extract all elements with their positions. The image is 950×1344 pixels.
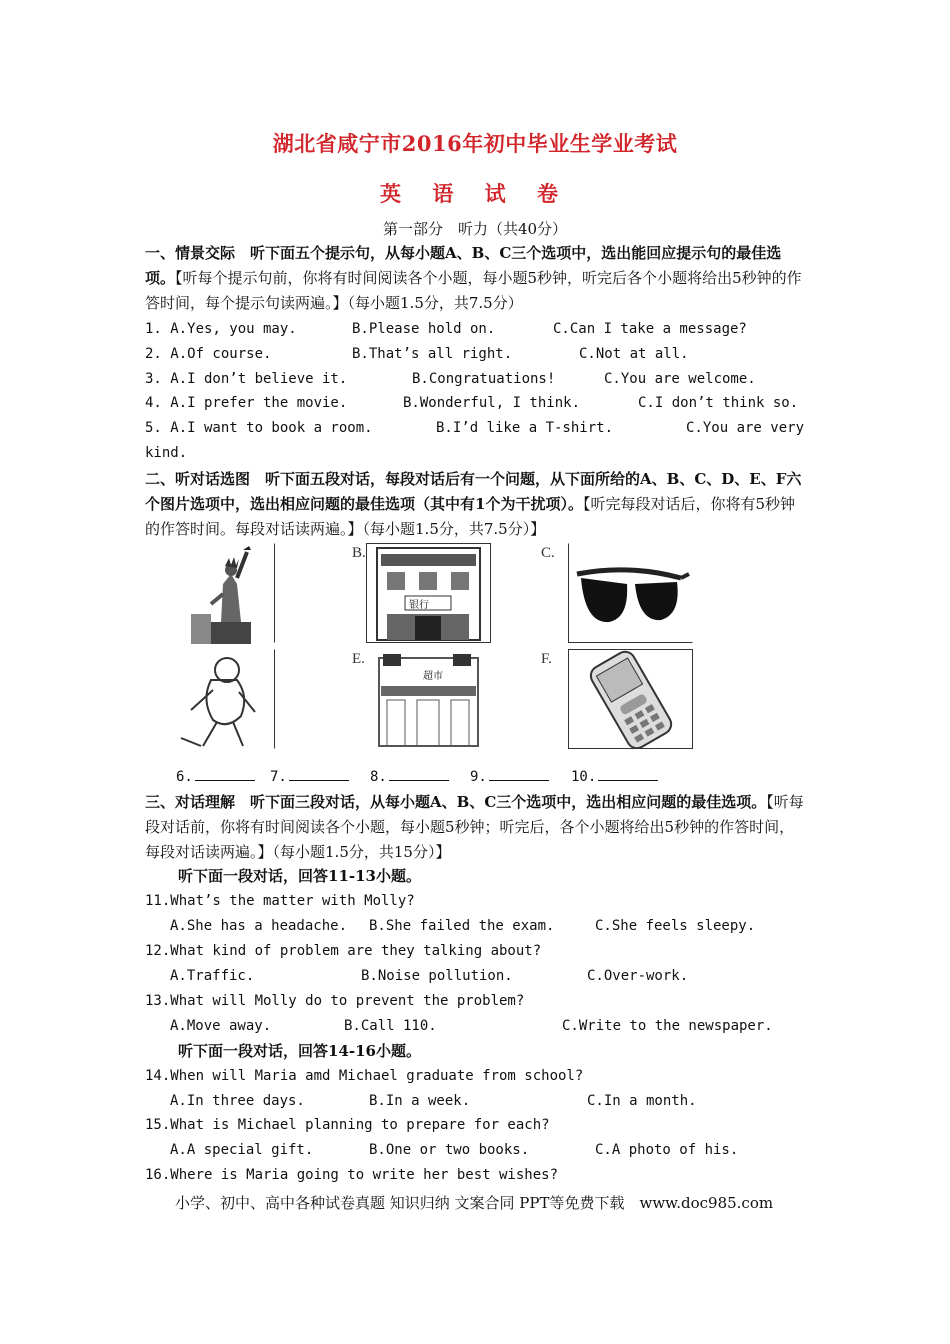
question-12: 12.What kind of problem are they talking about? <box>145 943 542 959</box>
mobile-phone-picture <box>568 649 693 749</box>
q15-option-a: A.A special gift. <box>170 1142 314 1158</box>
picture-label-f: F. <box>541 651 552 667</box>
q12-option-c: C.Over-work. <box>587 968 689 984</box>
supermarket-icon <box>367 650 490 748</box>
q5-option-c: C.You are very <box>686 420 805 436</box>
q13-option-c: C.Write to the newspaper. <box>562 1018 773 1034</box>
q3-option-c: C.You are welcome. <box>604 371 756 387</box>
section1-heading: 一、情景交际 听下面五个提示句，从每小题A、B、C三个选项中，选出能回应提示句的最佳选项。 <box>145 244 782 287</box>
q12-option-b: B.Noise pollution. <box>361 968 513 984</box>
q5-option-a: 5. A.I want to book a room. <box>145 420 373 436</box>
phone-icon <box>569 650 692 748</box>
picture-label-e: E. <box>352 651 365 667</box>
statue-icon <box>151 544 276 644</box>
bank-building-picture <box>366 543 491 643</box>
q2-option-a: 2. A.Of course. <box>145 346 272 362</box>
subsection-14-16: 听下面一段对话，回答14-16小题。 <box>178 1042 421 1060</box>
question-15: 15.What is Michael planning to prepare for each? <box>145 1117 550 1133</box>
answer-blank-8[interactable]: 8. <box>370 766 449 785</box>
q2-option-b: B.That’s all right. <box>352 346 513 362</box>
answer-blank-10[interactable]: 10. <box>571 766 658 785</box>
picture-label-b: B. <box>352 545 366 561</box>
q4-option-a: 4. A.I prefer the movie. <box>145 395 348 411</box>
sunglasses-icon <box>569 544 692 642</box>
q15-option-c: C.A photo of his. <box>595 1142 739 1158</box>
q11-option-a: A.She has a headache. <box>170 918 348 934</box>
section3-heading: 三、对话理解 听下面三段对话，从每小题A、B、C三个选项中，选出相应问题的最佳选项。 <box>145 793 767 811</box>
section2-instructions: 【听完每段对话后，你将有5秒钟的作答时间。每段对话读两遍。】（每小题1.5分，共7.5分）】 <box>145 495 795 538</box>
statue-of-liberty-picture <box>150 543 275 643</box>
section2-heading: 二、听对话选图 听下面五段对话，每段对话后有一个问题，从下面所给的A、B、C、D、E、F六个图片选项中，选出相应问题的最佳选项（其中有1个为干扰项）。 <box>145 470 802 513</box>
q3-option-b: B.Congratuations! <box>412 371 556 387</box>
bank-sign: 银行 <box>409 600 429 611</box>
q14-option-a: A.In three days. <box>170 1093 305 1109</box>
picture-label-c: C. <box>541 545 555 561</box>
question-16: 16.Where is Maria going to write her best wishes? <box>145 1167 559 1183</box>
question-13: 13.What will Molly do to prevent the problem? <box>145 993 525 1009</box>
q5-option-c-wrap: kind. <box>145 445 188 461</box>
dancing-figure-picture <box>150 649 275 749</box>
answer-blank-6[interactable]: 6. <box>176 766 255 785</box>
sunglasses-picture <box>568 543 693 643</box>
q14-option-b: B.In a week. <box>369 1093 471 1109</box>
question-11: 11.What’s the matter with Molly? <box>145 893 415 909</box>
q4-option-c: C.I don’t think so. <box>638 395 799 411</box>
q1-option-a: 1. A.Yes, you may. <box>145 321 297 337</box>
q13-option-a: A.Move away. <box>170 1018 272 1034</box>
figure-icon <box>151 650 276 750</box>
answer-blank-9[interactable]: 9. <box>470 766 549 785</box>
q5-option-b: B.I’d like a T-shirt. <box>436 420 614 436</box>
q12-option-a: A.Traffic. <box>170 968 255 984</box>
q11-option-b: B.She failed the exam. <box>369 918 555 934</box>
section2-text <box>145 467 807 542</box>
q13-option-b: B.Call 110. <box>344 1018 437 1034</box>
q3-option-a: 3. A.I don’t believe it. <box>145 371 348 387</box>
footer-note: 小学、初中、高中各种试卷真题 知识归纳 文案合同 PPT等免费下载 www.doc985.com <box>175 1194 774 1212</box>
q14-option-c: C.In a month. <box>587 1093 697 1109</box>
q11-option-c: C.She feels sleepy. <box>595 918 756 934</box>
supermarket-picture <box>366 649 491 749</box>
exam-subtitle: 英 语 试 卷 <box>380 181 570 206</box>
bank-icon <box>367 544 490 642</box>
q4-option-b: B.Wonderful, I think. <box>403 395 581 411</box>
part-heading: 第一部分 听力（共40分） <box>382 220 568 238</box>
subsection-11-13: 听下面一段对话，回答11-13小题。 <box>178 867 421 885</box>
q1-option-b: B.Please hold on. <box>352 321 496 337</box>
section3-instructions: 【听每段对话前，你将有时间阅读各个小题，每小题5秒钟；听完后，各个小题将给出5秒钟的作答时间，每段对话读两遍。】（每小题1.5分，共15分）】 <box>145 793 804 861</box>
q15-option-b: B.One or two books. <box>369 1142 530 1158</box>
section3-text <box>145 790 807 865</box>
q1-option-c: C.Can I take a message? <box>553 321 747 337</box>
q2-option-c: C.Not at all. <box>579 346 689 362</box>
section1-text <box>145 241 807 316</box>
section1-instructions: 【听每个提示句前，你将有时间阅读各个小题，每小题5秒钟，听完后各个小题将给出5秒钟的作答时间，每个提示句读两遍。】（每小题1.5分，共7.5分） <box>145 269 802 312</box>
supermarket-sign: 超市 <box>423 671 443 682</box>
exam-title: 湖北省咸宁市2016年初中毕业生学业考试 <box>272 131 678 156</box>
answer-blank-7[interactable]: 7. <box>270 766 349 785</box>
question-14: 14.When will Maria amd Michael graduate from school? <box>145 1068 584 1084</box>
